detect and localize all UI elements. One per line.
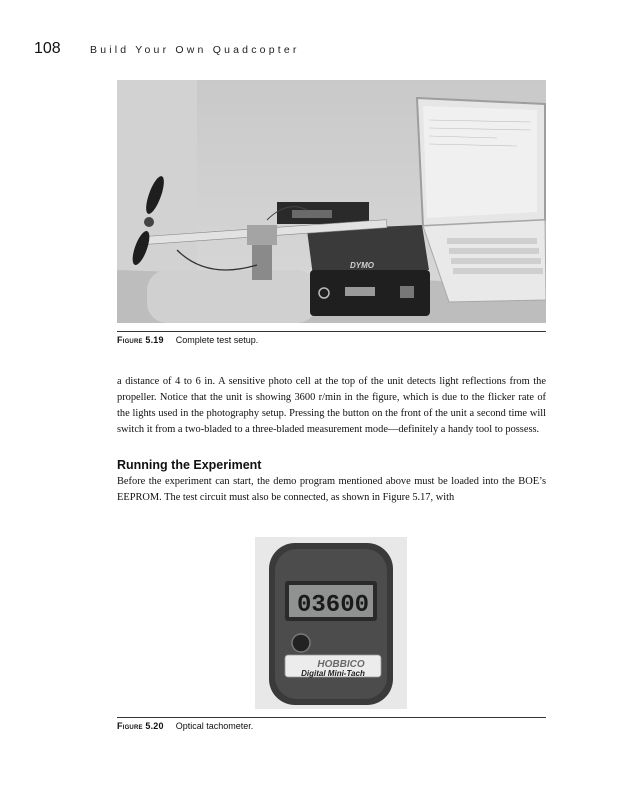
page-number: 108 <box>34 40 61 57</box>
test-setup-photo <box>117 80 546 323</box>
figure-label: Figure 5.20 <box>117 721 164 731</box>
body-paragraph: Before the experiment can start, the demo program mentioned above must be loaded into the BOE’s EEPROM. The test circuit must also be connected, as shown in Figure 5.17, with <box>117 476 546 503</box>
tachometer-photo <box>255 537 407 709</box>
figure-caption-text: Optical tachometer. <box>175 721 254 731</box>
power-button <box>292 634 310 652</box>
figure-caption <box>117 721 253 731</box>
brand-name: HOBBICO <box>317 659 365 670</box>
test-setup-illustration <box>117 80 546 323</box>
display-reading: 03600 <box>297 592 370 619</box>
caption-rule <box>117 717 546 718</box>
section-heading: Running the Experiment <box>117 458 262 472</box>
caption-rule <box>117 331 546 332</box>
tachometer-illustration <box>255 537 407 709</box>
figure-caption-text: Complete test setup. <box>175 335 259 345</box>
scale-brand: DYMO <box>350 261 374 270</box>
table-stand <box>147 270 317 323</box>
figure-label: Figure 5.19 <box>117 335 164 345</box>
figure-caption <box>117 335 258 345</box>
running-head: Build Your Own Quadcopter <box>90 44 300 56</box>
body-paragraph: a distance of 4 to 6 in. A sensitive photo cell at the top of the unit detects light reflections from the propeller. Notice that the unit is showing 3600 r/min in the figure, which is due to the flicker rate of the lights used in the photography setup. Pressing the button on the front of the unit a second time will switch it from a two-bladed to a three-bladed measurement mode—definitely a handy tool to possess. <box>117 376 546 435</box>
model-name: Digital Mini-Tach <box>301 669 365 678</box>
